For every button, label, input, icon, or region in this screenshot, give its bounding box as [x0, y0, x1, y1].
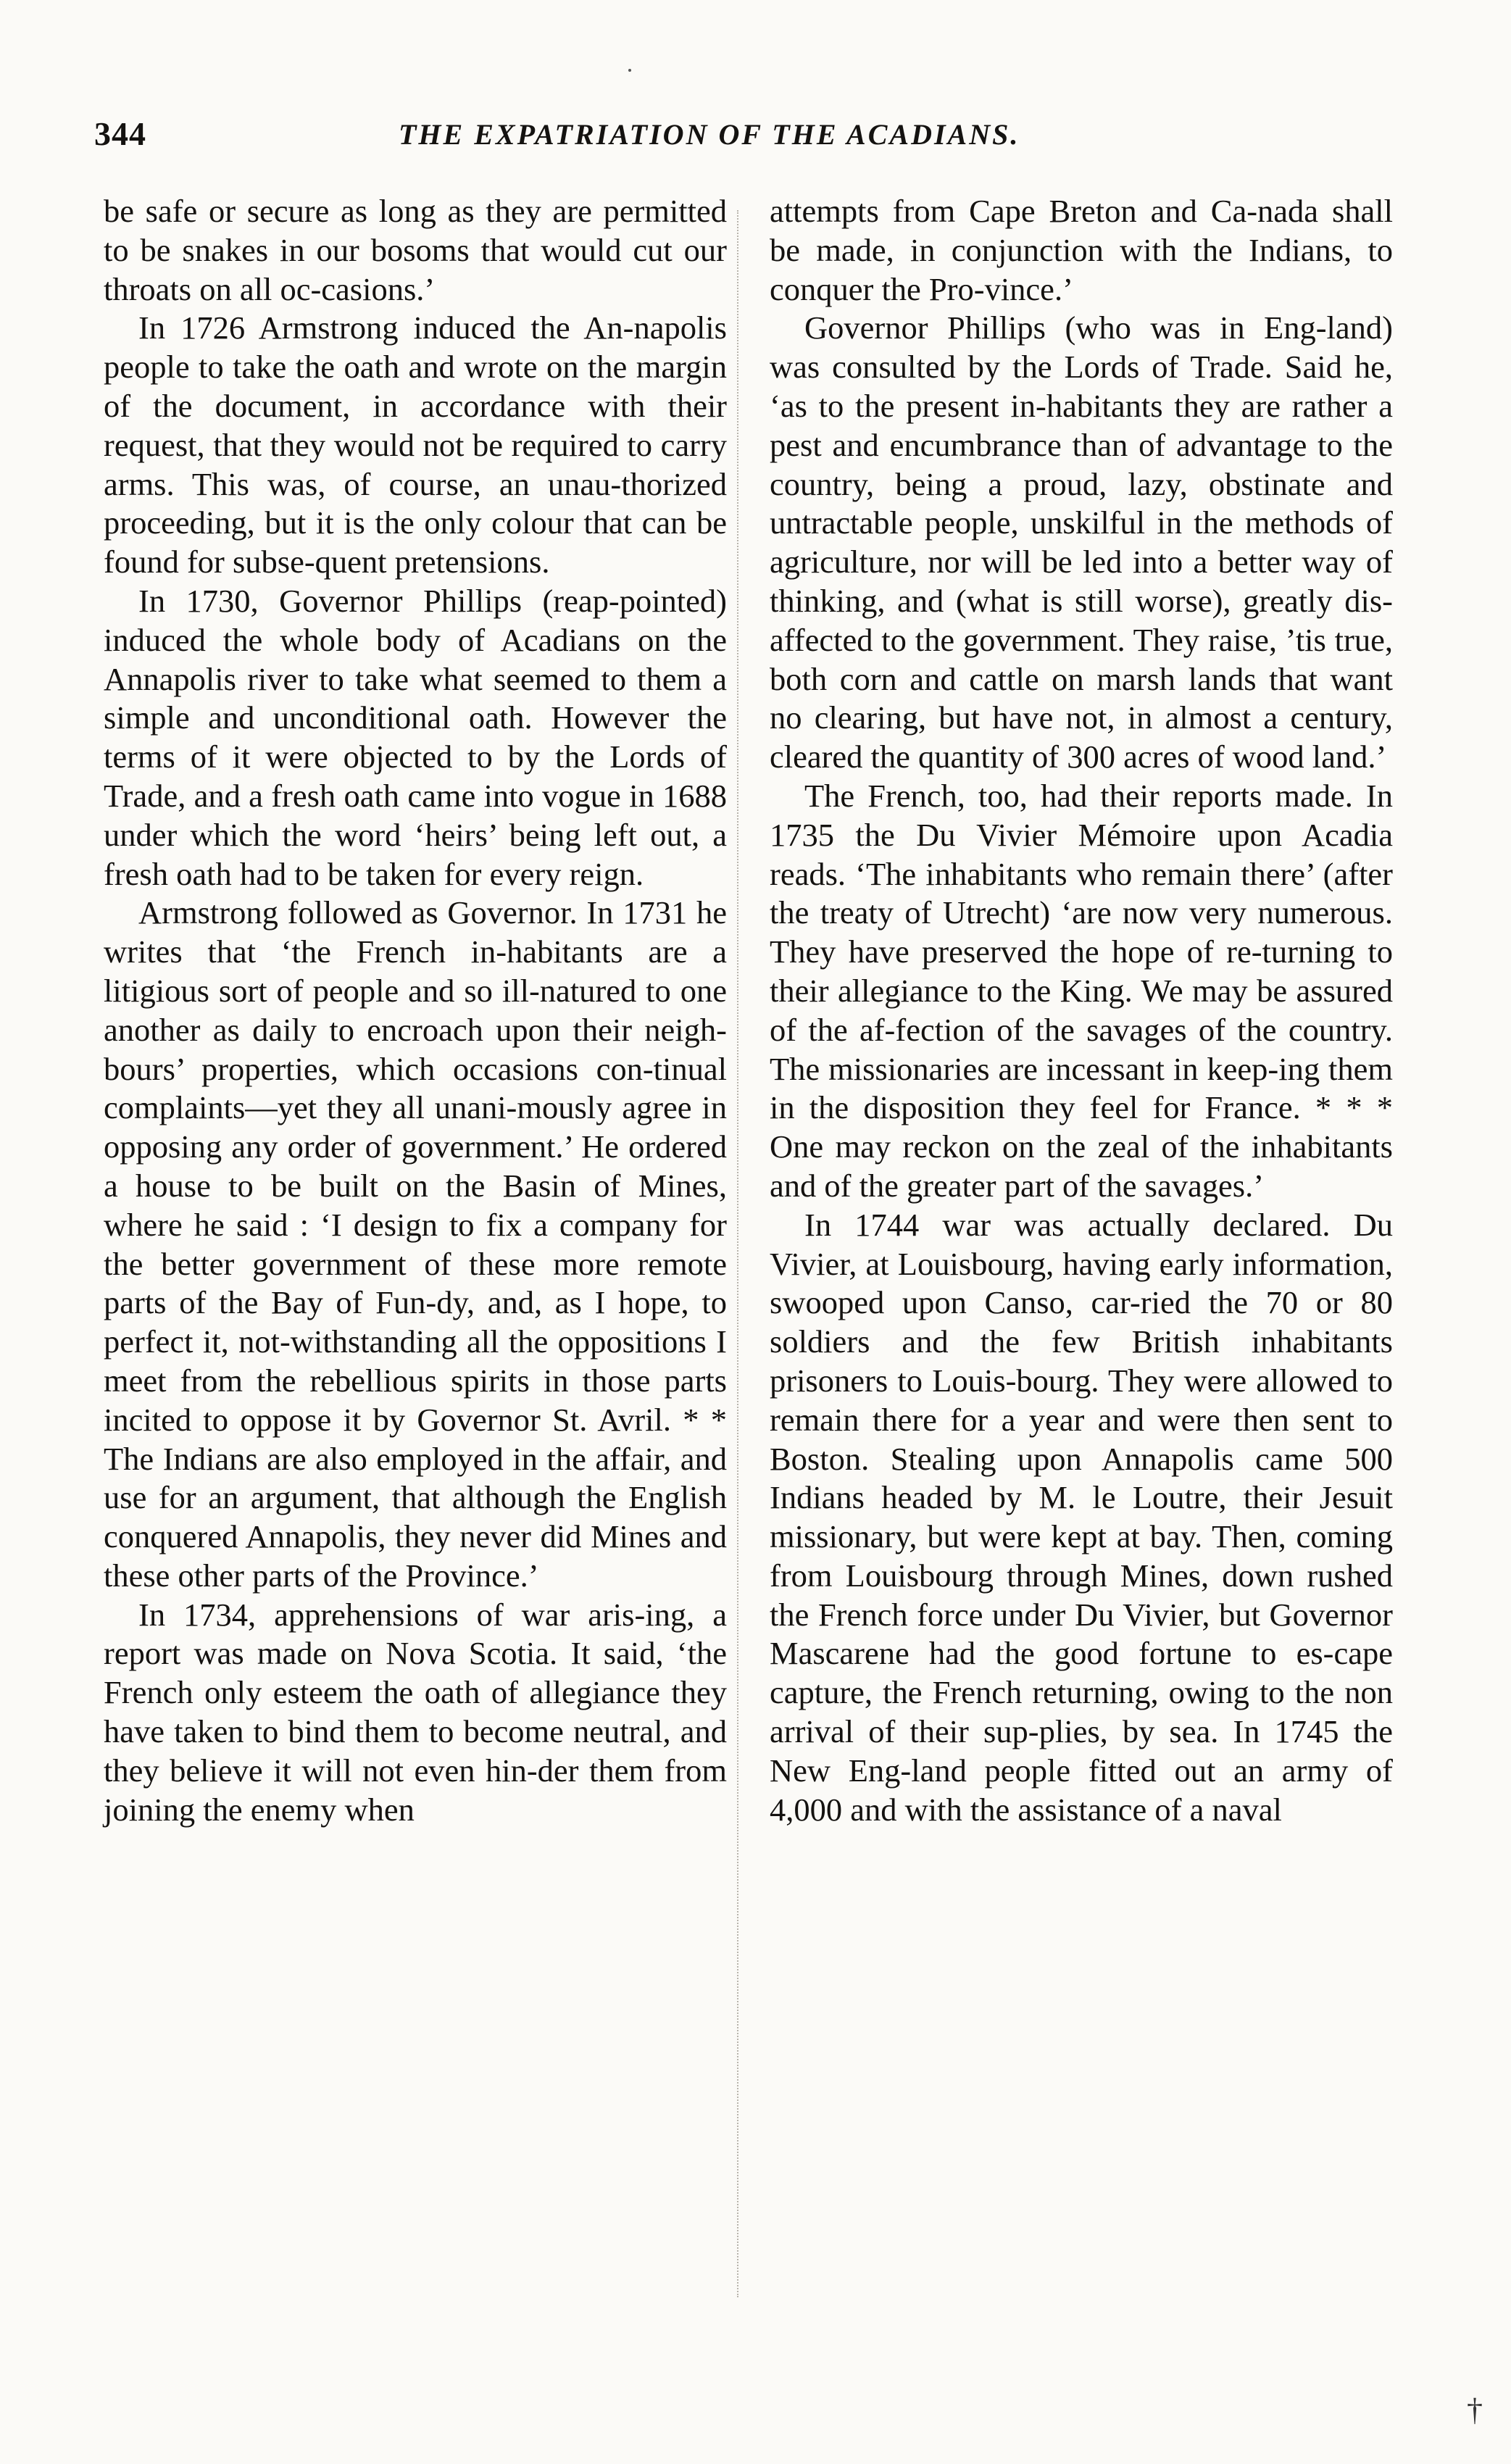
paragraph: be safe or secure as long as they are permitted to be snakes in our bosoms that would cut our throats on all oc-casions.’ — [104, 193, 727, 307]
paragraph: In 1726 Armstrong induced the An-napolis people to take the oath and wrote on the margin of the document, in accordance with their request, that they would not be required to carry arms. This was, of course, an unau-thorized proceeding, but it is the only colour that can be found for subse-quent pretensions. — [104, 309, 727, 580]
paragraph: In 1734, apprehensions of war aris-ing, a report was made on Nova Scotia. It said, ‘the French only esteem the oath of allegiance they have taken to bind them to become neutral, and they believe it will not even hin-der them from joining the enemy when — [104, 1596, 727, 1828]
paragraph: In 1730, Governor Phillips (reap-pointed) induced the whole body of Acadians on the Annapolis river to take what seemed to them a simple and unconditional oath. However the terms of it were objected to by the Lords of Trade, and a fresh oath came into vogue in 1688 under which the word ‘heirs’ being left out, a fresh oath had to be taken for every reign. — [104, 582, 727, 892]
column-divider — [737, 210, 738, 2297]
page-number: 344 — [94, 115, 146, 152]
right-column — [770, 192, 1393, 1829]
paragraph: The French, too, had their reports made. In 1735 the Du Vivier Mémoire upon Acadia reads. ‘The inhabitants who remain there’ (after the treaty of Utrecht) ‘are now very numerous. They have preserved the hope of re-turning to their allegiance to the King. We may be assured of the af-fection of the savages of the country. The missionaries are incessant in keep-ing them in the disposition they feel for France. * * * One may reckon on the zeal of the inhabitants and of the greater part of the savages.’ — [770, 777, 1393, 1204]
paragraph: In 1744 war was actually declared. Du Vivier, at Louisbourg, having early information, swooped upon Canso, car-ried the 70 or 80 soldiers and the few British inhabitants prisoners to Louis-bourg. They were allowed to remain there for a year and were then sent to Boston. Stealing upon Annapolis came 500 Indians headed by M. le Loutre, their Jesuit missionary, but were kept at bay. Then, coming from Louisbourg through Mines, down rushed the French force under Du Vivier, but Governor Mascarene had the good fortune to es-cape capture, the French returning, owing to the non arrival of their sup-plies, by sea. In 1745 the New Eng-land people fitted out an army of 4,000 and with the assistance of a naval — [770, 1206, 1393, 1828]
running-head — [94, 115, 1377, 172]
running-title: THE EXPATRIATION OF THE ACADIANS. — [399, 118, 1020, 151]
left-column — [104, 192, 727, 1829]
page-corner-mark: † — [1467, 2392, 1483, 2428]
ink-speck — [628, 69, 631, 72]
paragraph: attempts from Cape Breton and Ca-nada shall be made, in conjunction with the Indians, to conquer the Pro-vince.’ — [770, 193, 1393, 307]
paragraph: Governor Phillips (who was in Eng-land) was consulted by the Lords of Trade. Said he, ‘as to the present in-habitants they are rather a pest and encumbrance than of advantage to the country, being a proud, lazy, obstinate and untractable people, unskilful in the methods of agriculture, nor will be led into a better way of thinking, and (what is still worse), greatly dis-affected to the government. They raise, ’tis true, both corn and cattle on marsh lands that want no clearing, but have not, in almost a century, cleared the quantity of 300 acres of wood land.’ — [770, 309, 1393, 775]
paragraph: Armstrong followed as Governor. In 1731 he writes that ‘the French in-habitants are a litigious sort of people and so ill-natured to one another as daily to encroach upon their neigh-bours’ properties, which occasions con-tinual complaints—yet they all unani-mously agree in opposing any order of government.’ He ordered a house to be built on the Basin of Mines, where he said : ‘I design to fix a company for the better government of these more remote parts of the Bay of Fun-dy, and, as I hope, to perfect it, not-withstanding all the oppositions I meet from the rebellious spirits in those parts incited to oppose it by Governor St. Avril. * * The Indians are also employed in the affair, and use for an argument, that although the English conquered Annapolis, they never did Mines and these other parts of the Province.’ — [104, 894, 727, 1594]
